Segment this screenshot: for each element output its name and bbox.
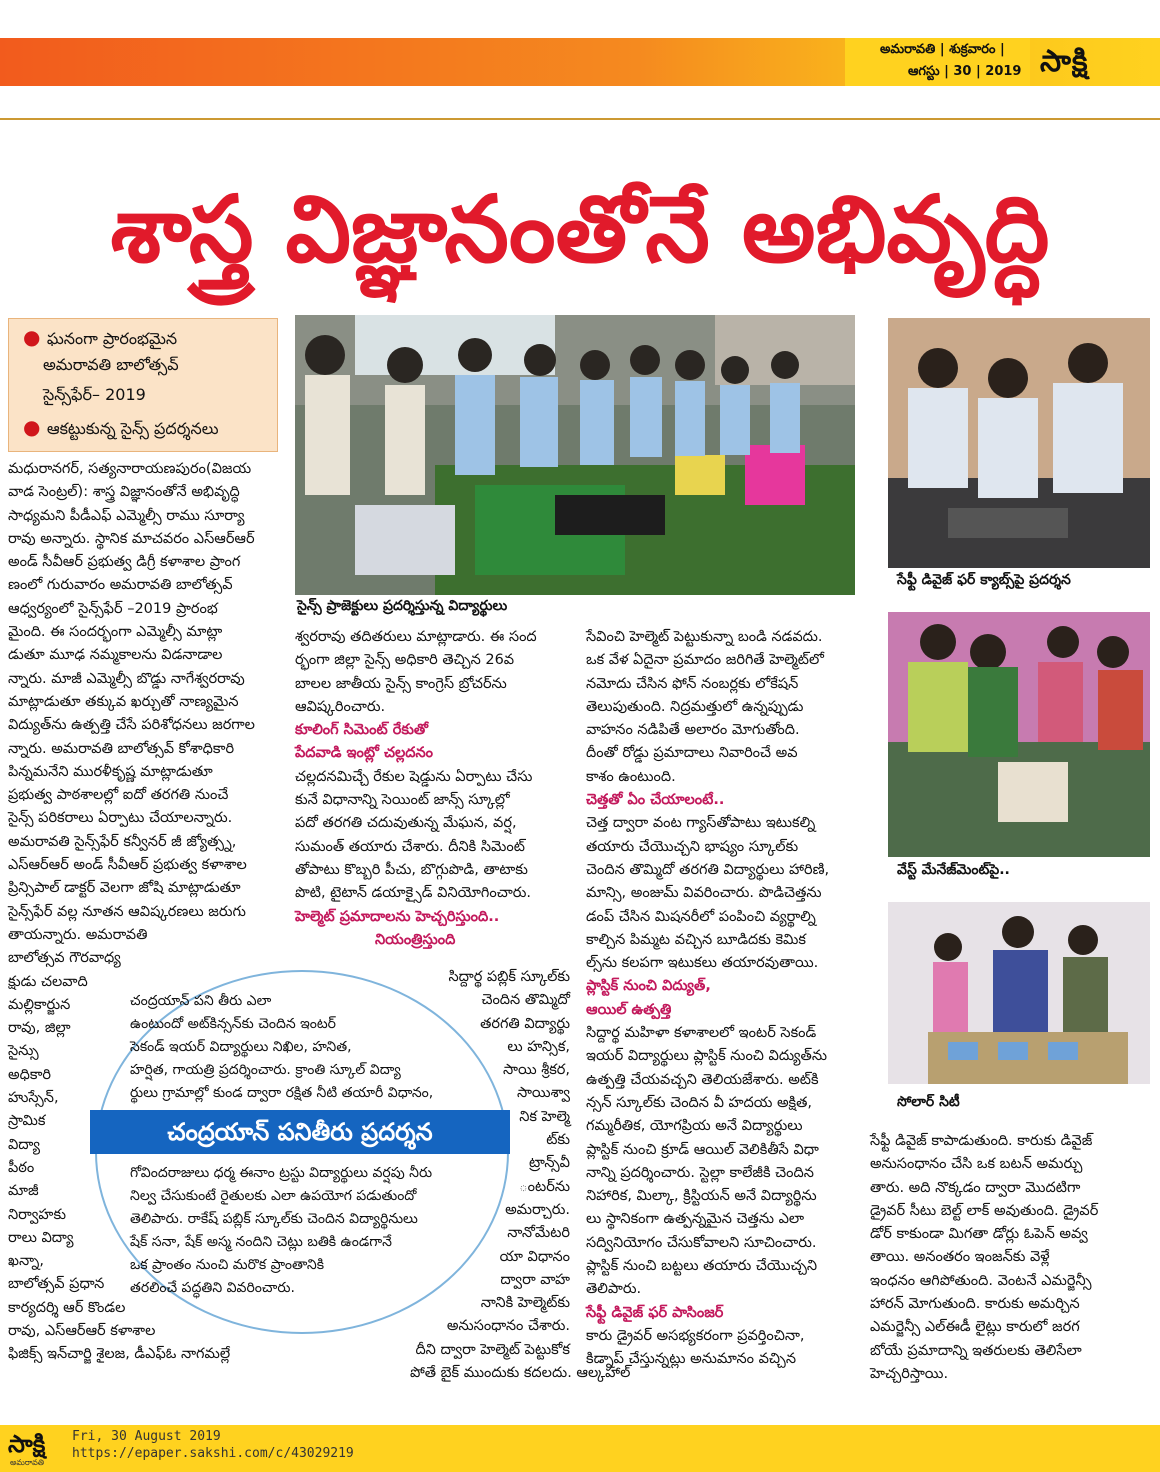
body-text-line: హారన్‌ మోగుతుంది. కారుకు అమర్చిన	[870, 1296, 1080, 1313]
footer-url[interactable]: https://epaper.sakshi.com/c/43029219	[72, 1446, 354, 1461]
subheading-helmet: హెల్మెట్‌ ప్రమాదాలను హెచ్చరిస్తుంది..	[295, 908, 500, 925]
footer-logo: సాక్షి	[8, 1430, 46, 1458]
body-text-line: బోయే ప్రమాదాన్ని ఇతరులకు తెలిసేలా	[870, 1342, 1082, 1359]
body-text-line: తాయన్నారు. అమరావతి	[8, 926, 148, 943]
body-text-line: తెలిపారు.	[586, 1281, 642, 1298]
body-text-line: ర్భంగా జిల్లా సైన్స్‌ అధికారి తెచ్చిన 26వ	[295, 652, 515, 669]
body-text-line: నిర్వాహకు	[8, 1206, 67, 1223]
body-text-line: పిన్నమనేని మురళీకృష్ణ మాట్లాడుతూ	[8, 763, 213, 780]
subheading-plastic-2: ఆయిల్‌ ఉత్పత్తి	[586, 1001, 672, 1018]
body-text-line: ఇంధనం ఆగిపోతుంది. వెంటనే ఎమర్జెన్సీ	[870, 1272, 1092, 1289]
header-city-day: అమరావతి | శుక్రవారం |	[880, 42, 1005, 57]
highlight-item: ● ఆకట్టుకున్న సైన్స్‌ ప్రదర్శనలు	[23, 415, 219, 439]
body-text-line: నాన్ని ప్రదర్శించారు. స్టెల్లా కాలేజీకి చెందిన	[586, 1164, 814, 1181]
body-text-line: డ్రైవర్‌ సీటు బెల్ట్‌ లాక్‌ అవుతుంది. డ్రైవర్‌	[870, 1202, 1099, 1219]
body-text-line: నిక హెల్మె	[519, 1108, 570, 1125]
body-text-line: విద్యా	[8, 1136, 41, 1153]
chandrayaan-text-line: తరలించే పద్ధతిని వివరించారు.	[130, 1280, 295, 1296]
body-text-line: స్రామిక	[8, 1113, 46, 1130]
highlight-item: అమరావతి బాలోత్సవ్	[43, 355, 179, 374]
body-text-line: కిడ్నాప్‌ చేస్తున్నట్లు అనుమానం వచ్చిన	[586, 1351, 796, 1368]
body-text-line: అండ్‌ సీవీఆర్‌ ప్రభుత్వ డిగ్రీ కళాశాల ప్రాంగ	[8, 554, 241, 571]
body-text-line: విద్యుత్‌ను ఉత్పత్తి చేసే పరిశోధనలు జరగాల	[8, 717, 255, 734]
body-text-line: ప్రిన్సిపాల్‌ డాక్టర్‌ వెలగా జోషి మాట్లాడుతూ	[8, 880, 241, 897]
header-date: ఆగస్టు | 30 | 2019	[908, 64, 1022, 79]
body-text-line: వాహనం నడిపితే అలారం మోగుతోంది.	[586, 722, 800, 739]
body-text-line: దీంతో రోడ్డు ప్రమాదాలు నివారించే అవ	[586, 745, 798, 762]
chandrayaan-text-line: షేక్‌ సనా, షేక్‌ అస్మ నందిని చెట్లు బతికి ఉండగానే	[130, 1234, 392, 1250]
body-text-line: తెలుపుతుంది. నిద్రమత్తులో ఉన్నప్పుడు	[586, 698, 804, 715]
main-photo	[295, 315, 855, 595]
body-text-line: సైన్సు	[8, 1043, 39, 1060]
body-text-line: నానోమేటరి	[507, 1225, 570, 1242]
column-3	[586, 626, 866, 1372]
body-text-line: న్నారు. మాజీ ఎమ్మెల్సీ బొడ్డు నాగేశ్వరరావు	[8, 670, 245, 687]
subheading-cooling-2: పేదవాడి ఇంట్లో చల్లదనం	[295, 745, 434, 762]
body-text-line: డుతూ మూఢ నమ్మకాలను విడనాడాల	[8, 647, 223, 664]
body-text-line: మధురానగర్‌, సత్యనారాయణపురం(విజయ	[8, 461, 252, 477]
body-text-line: చెందిన తొమ్మిదో	[481, 992, 570, 1009]
header-divider	[0, 118, 1160, 120]
body-text-line: దీని ద్వారా హెల్మెట్‌ పెట్టుకోక	[415, 1341, 570, 1358]
body-text-line: క్షుడు చలవాది	[8, 973, 88, 990]
chandrayaan-text-line: ఉంటుందో అట్‌కిన్సన్‌కు చెందిన ఇంటర్‌	[130, 1016, 336, 1032]
chandrayaan-text-top	[130, 990, 480, 1105]
body-text-line: బాలల జాతీయ సైన్స్‌ కాంగ్రెస్‌ బ్రోచర్‌ను	[295, 675, 507, 692]
body-text-line: సైన్స్‌ పరికరాలు ఏర్పాటు చేయాలన్నారు.	[8, 810, 233, 827]
body-text-line: చెత్త ద్వారా వంట గ్యాస్‌తోపాటు ఇటుకల్ని	[586, 815, 816, 832]
body-text-line: పదో తరగతి చదువుతున్న మేఘన, వర్ష,	[295, 815, 517, 832]
body-text-line: మాట్లాడుతూ తక్కువ ఖర్చుతో నాణ్యమైన	[8, 693, 239, 710]
body-text-line: సైన్స్‌ఫేర్‌ వల్ల నూతన ఆవిష్కరణలు జరుగు	[8, 903, 246, 920]
body-text-line: రావు, ఎస్‌ఆర్‌ఆర్‌ కళాశాల	[8, 1322, 156, 1339]
subheading-safety: సేఫ్టీ డివైజ్‌ ఫర్‌ పాసింజర్‌	[586, 1304, 724, 1321]
chandrayaan-text-line: చంద్రయాన్‌ పని తీరు ఎలా	[130, 993, 272, 1009]
chandrayaan-text-line: హర్షిత, గాయత్రి ప్రదర్శించారు. క్రాంతి స్కూల్‌ విద్యా	[130, 1062, 401, 1078]
body-text-line: మాన్సి, అంజుమ్‌ వివరించారు. పొడిచెత్తను	[586, 885, 822, 902]
photo-solar-city	[888, 902, 1150, 1084]
body-text-line: సిద్దార్థ పబ్లిక్‌ స్కూల్‌కు	[448, 969, 570, 985]
footer-logo-sub: అమరావతి	[10, 1458, 45, 1467]
bullet-icon: ●	[23, 325, 47, 349]
body-text-line: హెచ్చరిస్తాయి.	[870, 1365, 949, 1382]
body-text-line: నిహారిక, మిల్కా, క్రిస్టియన్‌ అనే విద్యార్థిను	[586, 1188, 817, 1205]
body-text-line: సేవించి హెల్మెట్‌ పెట్టుకున్నా బండి నడవదు.	[586, 629, 823, 645]
subheading-garbage: చెత్తతో ఏం చేయాలంటే..	[586, 792, 725, 809]
body-text-line: ప్రభుత్వ పాఠశాలల్లో ఐదో తరగతి నుంచే	[8, 787, 229, 804]
body-text-line: బాలోత్సవ గౌరవాధ్య	[8, 950, 121, 967]
body-text-line: తరగతి విద్యార్థు	[480, 1015, 570, 1032]
body-text-line: గమ్మరీతిక, యోగప్రియ అనే విద్యార్థులు	[586, 1118, 803, 1135]
body-text-line: లు హన్సిక,	[507, 1038, 570, 1055]
body-text-line: సాయి శ్రీకర,	[503, 1062, 570, 1079]
highlights-box	[8, 318, 278, 452]
footer-date: Fri, 30 August 2019	[72, 1429, 221, 1444]
body-text-line: ఆవిష్కరించారు.	[295, 698, 386, 715]
body-text-line: ఉత్పత్తి చేయవచ్చని తెలియజేశారు. అట్‌కి	[586, 1071, 819, 1088]
body-text-line: రావు అన్నారు. స్థానిక మాచవరం ఎస్‌ఆర్‌ఆర్‌	[8, 530, 255, 547]
body-text-line: డోర్‌ కాకుండా మిగతా డోర్లు ఓపెన్‌ అవ్వ	[870, 1226, 1088, 1243]
body-text-line: తోపాటు కొబ్బరి పీచు, బొగ్గుపొడి, తాటాకు	[295, 861, 528, 878]
body-text-line: సేఫ్టీ డివైజ్‌ కాపాడుతుంది. కారుకు డివైజ్‌	[870, 1133, 1093, 1149]
column-4	[870, 1130, 1152, 1386]
body-text-line: ప్లాస్టిక్‌ నుంచి క్రూడ్‌ ఆయిల్‌ వెలికితీసే విధా	[586, 1141, 819, 1158]
body-text-line: సాధ్యమని పీడీఎఫ్‌ ఎమ్మెల్సీ రాము సూర్యా	[8, 507, 245, 524]
body-text-line: అమర్చారు.	[505, 1201, 570, 1218]
body-text-line: హుస్సేన్‌,	[8, 1090, 59, 1107]
body-text-line: ప్లాస్టిక్‌ నుంచి బట్టలు తయారు చేయొచ్చని	[586, 1258, 818, 1275]
photo-waste-caption: వేస్ట్‌ మేనేజ్‌మెంట్‌పై..	[897, 862, 1010, 878]
subheading-cooling: కూలింగ్‌ సిమెంట్‌ రేకుతో	[295, 722, 429, 739]
main-photo-caption: సైన్స్‌ ప్రాజెక్టులు ప్రదర్శిస్తున్న విద్యార్థులు	[297, 598, 508, 614]
body-text-line: సుమంత్‌ తయారు చేశారు. దీనికి సిమెంట్‌	[295, 838, 525, 855]
chandrayaan-text-line: ఒక ప్రాంతం నుంచి మరొక ప్రాంతానికి	[130, 1257, 325, 1273]
body-text-line: ఒక వేళ ఏదైనా ప్రమాదం జరిగితే హెల్మెట్‌లో	[586, 652, 824, 669]
body-text-line: అమరావతి సైన్స్‌ఫేర్‌ కన్వీనర్‌ జీ జ్యోత్స్న,	[8, 833, 237, 850]
body-text-line: అధికారి	[8, 1066, 52, 1083]
body-text-line: యా విధానం	[499, 1248, 570, 1265]
body-text-line: ఆధ్వర్యంలో సైన్స్‌ఫేర్‌ –2019 ప్రారంభ	[8, 600, 218, 617]
body-text-line: కాల్చిన పిమ్మట వచ్చిన బూడిదకు కెమిక	[586, 931, 806, 948]
body-text-line: అనుసంధానం చేశారు.	[446, 1318, 570, 1335]
chandrayaan-text-line: ర్థులు గ్రామాల్లో కుండ ద్వారా రక్షిత నీటి తయారీ విధానం,	[130, 1085, 434, 1101]
highlight-item: ● ఘనంగా ప్రారంభమైన	[23, 325, 178, 349]
body-text-line: ణంలో గురువారం అమరావతి బాలోత్సవ్‌	[8, 577, 233, 594]
body-text-line: కారు డ్రైవర్‌ అసభ్యకరంగా ప్రవర్తించినా,	[586, 1327, 805, 1344]
chandrayaan-text-line: గోవిందరాజులు ధర్మ ఈనాం ట్రస్టు విద్యార్థులు వర్షపు నీరు	[130, 1165, 433, 1181]
body-text-line: న్నారు. అమరావతి బాలోత్సవ్‌ కోశాధికారి	[8, 740, 235, 757]
body-text-line: నమోదు చేసిన ఫోన్‌ నంబర్లకు లోకేషన్‌	[586, 675, 799, 692]
body-text-line: మైంది. ఈ సందర్భంగా ఎమ్మెల్సీ మాట్లా	[8, 624, 223, 641]
body-text-line: ఫిజిక్స్‌ ఇన్‌చార్జి శైలజ, డీఎఫ్‌ఓ నాగమల్లే	[8, 1346, 231, 1363]
body-text-line: అనుసంధానం చేసి ఒక బటన్‌ అమర్చు	[870, 1156, 1083, 1173]
photo-safety-caption: సేఫ్టీ డివైజ్‌ ఫర్‌ క్యాబ్స్‌పై ప్రదర్శన	[897, 572, 1071, 588]
body-text-line: మాజీ	[8, 1183, 39, 1200]
body-text-line: వాడ సెంట్రల్‌): శాస్త్ర విజ్ఞానంతోనే అభివృద్ధి	[8, 484, 240, 501]
body-text-line: పీఠం	[8, 1159, 35, 1176]
body-text-line: తయారు చేయొచ్చని భాష్యం స్కూల్‌కు	[586, 838, 799, 855]
body-text-line: లు స్థానికంగా ఉత్పన్నమైన చెత్తను ఎలా	[586, 1211, 805, 1228]
body-text-line: పోతే బైక్‌ ముందుకు కదలదు. ఆల్కహాల్‌	[410, 1365, 631, 1382]
body-text-line: చెందిన తొమ్మిదో తరగతి విద్యార్థులు హారిణి,	[586, 861, 830, 878]
bullet-icon: ●	[23, 415, 47, 439]
photo-safety-device	[888, 318, 1150, 568]
body-text-line: పొటి, టైటాన్‌ డయాక్సైడ్‌ వినియోగించారు.	[295, 885, 531, 902]
body-text-line: ద్వారా వాహ	[500, 1271, 570, 1288]
newspaper-logo: సాక్షి	[1040, 44, 1089, 79]
body-text-line: నానికి హెల్మెట్‌కు	[480, 1295, 570, 1312]
body-text-line: ఎమర్జెన్సీ ఎల్‌ఈడీ లైట్లు కారులో జరగ	[870, 1319, 1080, 1336]
chandrayaan-text-line: తెలిపారు. రాకేష్‌ పబ్లిక్‌ స్కూల్‌కు చెందిన విద్యార్థినులు	[130, 1211, 418, 1227]
body-text-line: మల్లికార్జున	[8, 996, 71, 1013]
body-text-line: రావు, జిల్లా	[8, 1020, 71, 1037]
body-text-line: సద్వినియోగం చేసుకోవాలని సూచించారు.	[586, 1234, 817, 1251]
body-text-line: రాలు విద్యా	[8, 1229, 74, 1246]
body-text-line: డంప్‌ చేసిన మిషనరీలో పంపించి వ్యర్థాల్ని	[586, 908, 816, 925]
body-text-line: సాయిశ్వా	[516, 1085, 570, 1102]
subheading-plastic: ప్లాస్టిక్‌ నుంచి విద్యుత్‌,	[586, 978, 711, 995]
column-2	[295, 626, 570, 952]
body-text-line: ల్స్‌ను కలపగా ఇటుకలు తయారవుతాయి.	[586, 955, 819, 972]
chandrayaan-heading: చంద్రయాన్‌ పనితీరు ప్రదర్శన	[90, 1110, 510, 1154]
body-text-line: ఖన్నా,	[8, 1253, 44, 1270]
body-text-line: కునే విధానాన్ని సెయింట్‌ జాన్స్‌ స్కూల్లో	[295, 792, 510, 809]
chandrayaan-text-line: నిల్వ చేసుకుంటే రైతులకు ఎలా ఉపయోగ పడుతుందో	[130, 1188, 417, 1204]
body-text-line: కాశం ఉంటుంది.	[586, 768, 676, 785]
body-text-line: న్సన్‌ స్కూల్‌కు చెందిన వీ హదయ అక్షిత,	[586, 1094, 813, 1111]
photo-waste-management	[888, 612, 1150, 857]
body-text-line: ట్రాన్స్‌వీ	[529, 1155, 570, 1172]
body-text-line: ంటర్‌ను	[519, 1178, 570, 1195]
subheading-helmet-2: నియంత్రిస్తుంది	[375, 931, 456, 948]
body-text-line: తాయి. అనంతరం ఇంజన్‌కు వెళ్లే	[870, 1249, 1050, 1266]
body-text-line: శ్వరరావు తదితరులు మాట్లాడారు. ఈ సంద	[295, 629, 537, 645]
photo-solar-caption: సోలార్‌ సిటీ	[897, 1094, 960, 1110]
body-text-line: చల్లదనమిచ్చే రేకుల షెడ్డును ఏర్పాటు చేసు	[295, 768, 533, 785]
body-text-line: కార్యదర్శి ఆర్‌ కొండల	[8, 1299, 126, 1316]
body-text-line: ఎస్‌ఆర్‌ఆర్‌ అండ్‌ సీవీఆర్‌ ప్రభుత్వ కళాశాల	[8, 857, 247, 874]
body-text-line: ఇయర్‌ విద్యార్థులు ప్లాస్టిక్‌ నుంచి విద్యుత్‌ను	[586, 1048, 828, 1065]
body-text-line: బాలోత్సవ్‌ ప్రధాన	[8, 1276, 105, 1293]
chandrayaan-text-bottom	[130, 1162, 490, 1300]
body-text-line: ట్‌కు	[546, 1132, 570, 1149]
headline: శాస్త్ర విజ్ఞానంతోనే అభివృద్ధి	[110, 176, 1050, 283]
body-text-line: తారు. అది నొక్కడం ద్వారా మొదటిగా	[870, 1179, 1081, 1196]
highlight-item: సైన్స్‌ఫేర్‌– 2019	[43, 385, 146, 404]
chandrayaan-text-line: సెకండ్‌ ఇయర్‌ విద్యార్థులు నిఖిల, హనిత,	[130, 1039, 352, 1055]
body-text-line: సిద్దార్థ మహిళా కళాశాలలో ఇంటర్‌ సెకండ్‌	[586, 1025, 817, 1042]
